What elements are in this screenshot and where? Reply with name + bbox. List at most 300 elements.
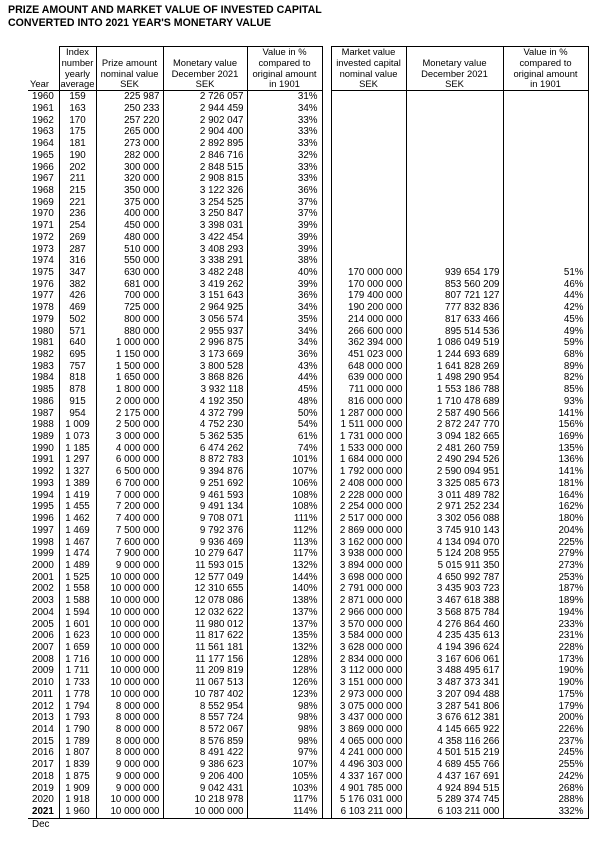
cell-market-pct [503,185,588,197]
cell-prize-nominal: 7 200 000 [96,501,163,513]
cell-prize-monetary: 3 254 525 [163,197,247,209]
cell-market-pct [503,126,588,138]
table-row [28,208,588,220]
cell-index: 1 489 [59,560,96,572]
cell-prize-pct: 43% [247,361,322,373]
header-index-l1: Index [66,46,89,57]
cell-market-pct: 180% [503,513,588,525]
cell-prize-nominal: 10 000 000 [96,642,163,654]
cell-gap [322,267,331,279]
cell-index: 1 185 [59,443,96,455]
table-row [28,689,588,701]
cell-index: 1 794 [59,701,96,713]
cell-market-nominal: 451 023 000 [331,349,406,361]
cell-market-nominal: 3 628 000 000 [331,642,406,654]
cell-market-nominal [331,208,406,220]
cell-prize-pct: 98% [247,701,322,713]
title-line-2: CONVERTED INTO 2021 YEAR'S MONETARY VALUE [8,16,272,29]
dec-empty-cell [163,818,247,830]
cell-market-pct: 279% [503,548,588,560]
table-row [28,314,588,326]
cell-gap [322,677,331,689]
table-row [28,302,588,314]
cell-market-monetary: 2 872 247 770 [406,419,503,431]
cell-prize-nominal: 725 000 [96,302,163,314]
cell-prize-monetary: 3 419 262 [163,279,247,291]
cell-year: 1960 [28,91,59,103]
cell-prize-nominal: 8 000 000 [96,712,163,724]
cell-market-nominal: 2 973 000 000 [331,689,406,701]
cell-prize-monetary: 5 362 535 [163,431,247,443]
cell-index: 269 [59,232,96,244]
cell-year: 1965 [28,150,59,162]
cell-index: 1 918 [59,794,96,806]
table-row [28,232,588,244]
header-pct-2-l3: original amount [513,67,578,79]
cell-index: 1 525 [59,572,96,584]
cell-prize-monetary: 8 572 067 [163,724,247,736]
table-row [28,326,588,338]
cell-prize-pct: 112% [247,525,322,537]
cell-market-pct: 200% [503,712,588,724]
cell-index: 1 793 [59,712,96,724]
cell-prize-nominal: 250 233 [96,103,163,115]
table-row [28,478,588,490]
cell-prize-monetary: 12 078 086 [163,595,247,607]
table-row [28,443,588,455]
cell-gap [322,372,331,384]
cell-prize-monetary: 3 151 643 [163,290,247,302]
cell-market-nominal [331,232,406,244]
cell-gap [322,525,331,537]
cell-market-pct [503,150,588,162]
cell-prize-monetary: 3 338 291 [163,255,247,267]
cell-gap [322,572,331,584]
table-row [28,619,588,631]
cell-market-monetary [406,255,503,267]
cell-market-monetary [406,185,503,197]
cell-prize-pct: 45% [247,384,322,396]
cell-index: 181 [59,138,96,150]
cell-market-monetary [406,232,503,244]
header-pct-2 [503,47,588,91]
cell-gap [322,408,331,420]
table-row [28,384,588,396]
cell-prize-monetary: 8 872 783 [163,454,247,466]
cell-market-nominal: 1 684 000 000 [331,454,406,466]
title-line-1: PRIZE AMOUNT AND MARKET VALUE OF INVESTED CAPITAL [8,4,322,16]
cell-prize-nominal: 800 000 [96,314,163,326]
cell-prize-pct: 34% [247,326,322,338]
cell-market-pct: 288% [503,794,588,806]
cell-market-monetary [406,126,503,138]
cell-market-pct: 173% [503,654,588,666]
cell-year: 1976 [28,279,59,291]
cell-gap [322,513,331,525]
cell-year: 1995 [28,501,59,513]
cell-index: 1 469 [59,525,96,537]
cell-prize-monetary: 9 936 469 [163,537,247,549]
cell-market-monetary: 2 590 094 951 [406,466,503,478]
cell-market-pct: 51% [503,267,588,279]
cell-prize-nominal: 320 000 [96,173,163,185]
header-pct-1-l3: original amount [252,67,317,79]
cell-prize-monetary: 9 042 431 [163,783,247,795]
cell-prize-nominal: 7 000 000 [96,490,163,502]
cell-market-monetary [406,197,503,209]
cell-prize-nominal: 2 000 000 [96,396,163,408]
cell-prize-pct: 50% [247,408,322,420]
table-row [28,91,588,103]
cell-index: 1 327 [59,466,96,478]
cell-market-pct: 141% [503,466,588,478]
cell-prize-monetary: 2 904 400 [163,126,247,138]
cell-market-pct [503,220,588,232]
cell-market-monetary [406,208,503,220]
cell-prize-pct: 31% [247,91,322,103]
cell-market-monetary: 3 094 182 665 [406,431,503,443]
cell-prize-monetary: 3 056 574 [163,314,247,326]
cell-year: 2019 [28,783,59,795]
cell-prize-nominal: 6 700 000 [96,478,163,490]
cell-market-pct: 225% [503,537,588,549]
header-pct-2-l4: in 1901 [530,78,561,90]
cell-gap [322,747,331,759]
cell-market-pct: 59% [503,337,588,349]
header-index [59,47,96,91]
cell-market-monetary: 817 633 466 [406,314,503,326]
cell-index: 1 839 [59,759,96,771]
cell-prize-nominal: 700 000 [96,290,163,302]
cell-market-nominal [331,115,406,127]
cell-prize-pct: 105% [247,771,322,783]
cell-prize-pct: 98% [247,712,322,724]
table-row [28,736,588,748]
cell-prize-pct: 33% [247,138,322,150]
cell-index: 221 [59,197,96,209]
cell-year: 1981 [28,337,59,349]
cell-prize-nominal: 10 000 000 [96,595,163,607]
cell-prize-pct: 114% [247,806,322,818]
cell-market-monetary: 4 924 894 515 [406,783,503,795]
cell-prize-pct: 34% [247,103,322,115]
dec-empty-cell [503,818,588,830]
cell-prize-pct: 35% [247,314,322,326]
cell-market-monetary: 3 488 495 617 [406,665,503,677]
cell-prize-pct: 144% [247,572,322,584]
table-row [28,537,588,549]
cell-prize-pct: 39% [247,232,322,244]
cell-year: 2008 [28,654,59,666]
cell-index: 1 419 [59,490,96,502]
table-row [28,747,588,759]
cell-year: 1969 [28,197,59,209]
header-prize-l2: nominal value [100,67,159,79]
cell-prize-nominal: 9 000 000 [96,783,163,795]
cell-prize-pct: 37% [247,208,322,220]
cell-prize-pct: 61% [247,431,322,443]
cell-year: 1993 [28,478,59,490]
cell-index: 878 [59,384,96,396]
cell-prize-nominal: 8 000 000 [96,724,163,736]
cell-prize-monetary: 8 576 859 [163,736,247,748]
cell-year: 2010 [28,677,59,689]
table-row [28,419,588,431]
cell-market-nominal: 1 731 000 000 [331,431,406,443]
cell-index: 211 [59,173,96,185]
cell-prize-pct: 32% [247,150,322,162]
cell-index: 190 [59,150,96,162]
cell-market-nominal: 3 112 000 000 [331,665,406,677]
header-pct-1 [247,47,322,91]
cell-market-pct: 181% [503,478,588,490]
cell-prize-pct: 39% [247,279,322,291]
cell-prize-nominal: 7 500 000 [96,525,163,537]
cell-market-monetary: 3 302 056 088 [406,513,503,525]
cell-prize-pct: 40% [247,267,322,279]
cell-market-monetary: 1 710 478 689 [406,396,503,408]
cell-year: 1992 [28,466,59,478]
cell-prize-nominal: 375 000 [96,197,163,209]
cell-index: 1 909 [59,783,96,795]
cell-index: 1 875 [59,771,96,783]
cell-prize-nominal: 10 000 000 [96,654,163,666]
cell-prize-pct: 98% [247,724,322,736]
cell-prize-pct: 108% [247,490,322,502]
cell-prize-pct: 97% [247,747,322,759]
cell-gap [322,595,331,607]
cell-gap [322,806,331,818]
cell-market-nominal: 3 938 000 000 [331,548,406,560]
cell-prize-nominal: 257 220 [96,115,163,127]
table-row [28,654,588,666]
cell-year: 1987 [28,408,59,420]
cell-index: 954 [59,408,96,420]
cell-market-nominal: 3 570 000 000 [331,619,406,631]
cell-prize-nominal: 1 500 000 [96,361,163,373]
cell-gap [322,736,331,748]
header-monetary-1-l2: December 2021 [171,67,239,79]
cell-market-monetary: 5 015 911 350 [406,560,503,572]
cell-gap [322,314,331,326]
cell-prize-nominal: 10 000 000 [96,689,163,701]
cell-market-pct: 228% [503,642,588,654]
cell-year: 1972 [28,232,59,244]
cell-market-nominal: 2 871 000 000 [331,595,406,607]
table-row [28,408,588,420]
cell-market-pct: 156% [503,419,588,431]
cell-prize-nominal: 9 000 000 [96,771,163,783]
cell-year: 2013 [28,712,59,724]
table-row [28,724,588,736]
cell-market-monetary: 3 011 489 782 [406,490,503,502]
cell-market-nominal: 1 533 000 000 [331,443,406,455]
cell-index: 915 [59,396,96,408]
cell-market-monetary [406,150,503,162]
cell-prize-nominal: 9 000 000 [96,759,163,771]
cell-year: 2018 [28,771,59,783]
cell-prize-nominal: 6 500 000 [96,466,163,478]
cell-year: 1973 [28,244,59,256]
cell-index: 254 [59,220,96,232]
cell-prize-monetary: 11 177 156 [163,654,247,666]
cell-market-monetary: 4 235 435 613 [406,630,503,642]
cell-gap [322,361,331,373]
cell-market-nominal: 4 065 000 000 [331,736,406,748]
cell-year: 1983 [28,361,59,373]
cell-market-pct: 332% [503,806,588,818]
cell-prize-pct: 113% [247,537,322,549]
cell-market-nominal: 362 394 000 [331,337,406,349]
cell-gap [322,349,331,361]
cell-market-pct [503,103,588,115]
dec-empty-cell [322,818,331,830]
table-row [28,372,588,384]
cell-market-monetary: 6 103 211 000 [406,806,503,818]
cell-year: 1977 [28,290,59,302]
cell-prize-pct: 33% [247,126,322,138]
cell-market-pct: 189% [503,595,588,607]
cell-market-pct: 179% [503,701,588,713]
cell-gap [322,619,331,631]
cell-market-monetary: 4 501 515 219 [406,747,503,759]
cell-year: 1964 [28,138,59,150]
header-monetary-2-l3: SEK [445,78,464,90]
cell-gap [322,794,331,806]
cell-market-monetary: 3 745 910 143 [406,525,503,537]
cell-gap [322,712,331,724]
cell-index: 1 588 [59,595,96,607]
cell-index: 1 733 [59,677,96,689]
cell-market-monetary: 5 289 374 745 [406,794,503,806]
cell-prize-nominal: 10 000 000 [96,794,163,806]
cell-gap [322,771,331,783]
cell-market-monetary: 895 514 536 [406,326,503,338]
cell-prize-nominal: 1 800 000 [96,384,163,396]
cell-market-nominal: 4 337 167 000 [331,771,406,783]
cell-market-monetary: 939 654 179 [406,267,503,279]
cell-prize-monetary: 9 394 876 [163,466,247,478]
cell-market-pct [503,232,588,244]
cell-year: 2016 [28,747,59,759]
cell-prize-pct: 74% [247,443,322,455]
cell-prize-nominal: 9 000 000 [96,560,163,572]
cell-prize-monetary: 11 561 181 [163,642,247,654]
cell-index: 287 [59,244,96,256]
cell-prize-monetary: 11 593 015 [163,560,247,572]
cell-index: 1 297 [59,454,96,466]
cell-market-pct: 45% [503,314,588,326]
cell-market-pct: 68% [503,349,588,361]
cell-gap [322,466,331,478]
cell-market-pct: 175% [503,689,588,701]
cell-prize-monetary: 2 892 895 [163,138,247,150]
cell-prize-monetary: 10 000 000 [163,806,247,818]
cell-market-monetary: 4 358 116 266 [406,736,503,748]
cell-prize-nominal: 450 000 [96,220,163,232]
cell-market-pct [503,115,588,127]
table-row [28,290,588,302]
cell-year: 2006 [28,630,59,642]
cell-prize-monetary: 11 209 819 [163,665,247,677]
table-row [28,279,588,291]
cell-year: 2015 [28,736,59,748]
header-prize-l3: SEK [120,78,139,90]
cell-prize-pct: 132% [247,560,322,572]
table-row [28,560,588,572]
cell-market-pct: 169% [503,431,588,443]
header-market-l2: invested capital [336,56,401,68]
cell-year: 1989 [28,431,59,443]
cell-index: 175 [59,126,96,138]
cell-prize-monetary: 2 944 459 [163,103,247,115]
header-market-l1: Market value [341,46,396,57]
cell-index: 1 790 [59,724,96,736]
cell-year: 2020 [28,794,59,806]
cell-year: 1982 [28,349,59,361]
cell-prize-monetary: 11 817 622 [163,630,247,642]
header-pct-1-l1: Value in % [262,46,307,57]
cell-index: 640 [59,337,96,349]
cell-year: 1988 [28,419,59,431]
cell-market-pct: 187% [503,583,588,595]
cell-market-monetary: 3 287 541 806 [406,701,503,713]
table-row [28,759,588,771]
table-row [28,173,588,185]
cell-prize-nominal: 225 987 [96,91,163,103]
cell-market-monetary: 3 435 903 723 [406,583,503,595]
cell-prize-monetary: 8 557 724 [163,712,247,724]
cell-prize-nominal: 1 650 000 [96,372,163,384]
cell-prize-nominal: 273 000 [96,138,163,150]
cell-market-pct: 46% [503,279,588,291]
table-row [28,806,588,818]
cell-market-pct: 135% [503,443,588,455]
cell-index: 1 807 [59,747,96,759]
cell-gap [322,103,331,115]
cell-index: 818 [59,372,96,384]
cell-market-monetary: 3 167 606 061 [406,654,503,666]
cell-prize-pct: 39% [247,244,322,256]
cell-prize-pct: 39% [247,220,322,232]
document-title [8,4,588,29]
cell-prize-monetary: 3 250 847 [163,208,247,220]
cell-market-pct: 162% [503,501,588,513]
cell-index: 502 [59,314,96,326]
table-body [28,91,588,830]
cell-prize-nominal: 282 000 [96,150,163,162]
table-row [28,185,588,197]
cell-year: 1984 [28,372,59,384]
cell-market-nominal: 1 287 000 000 [331,408,406,420]
cell-market-nominal [331,197,406,209]
cell-year: 2014 [28,724,59,736]
cell-prize-pct: 137% [247,619,322,631]
cell-gap [322,501,331,513]
cell-prize-pct: 33% [247,173,322,185]
cell-market-nominal: 214 000 000 [331,314,406,326]
cell-market-nominal [331,126,406,138]
cell-prize-pct: 138% [247,595,322,607]
cell-market-monetary: 1 498 290 954 [406,372,503,384]
cell-market-monetary: 1 086 049 519 [406,337,503,349]
cell-prize-nominal: 8 000 000 [96,736,163,748]
cell-market-monetary: 777 832 836 [406,302,503,314]
cell-market-nominal: 3 869 000 000 [331,724,406,736]
cell-prize-monetary: 3 398 031 [163,220,247,232]
cell-prize-monetary: 12 577 049 [163,572,247,584]
cell-market-pct: 204% [503,525,588,537]
